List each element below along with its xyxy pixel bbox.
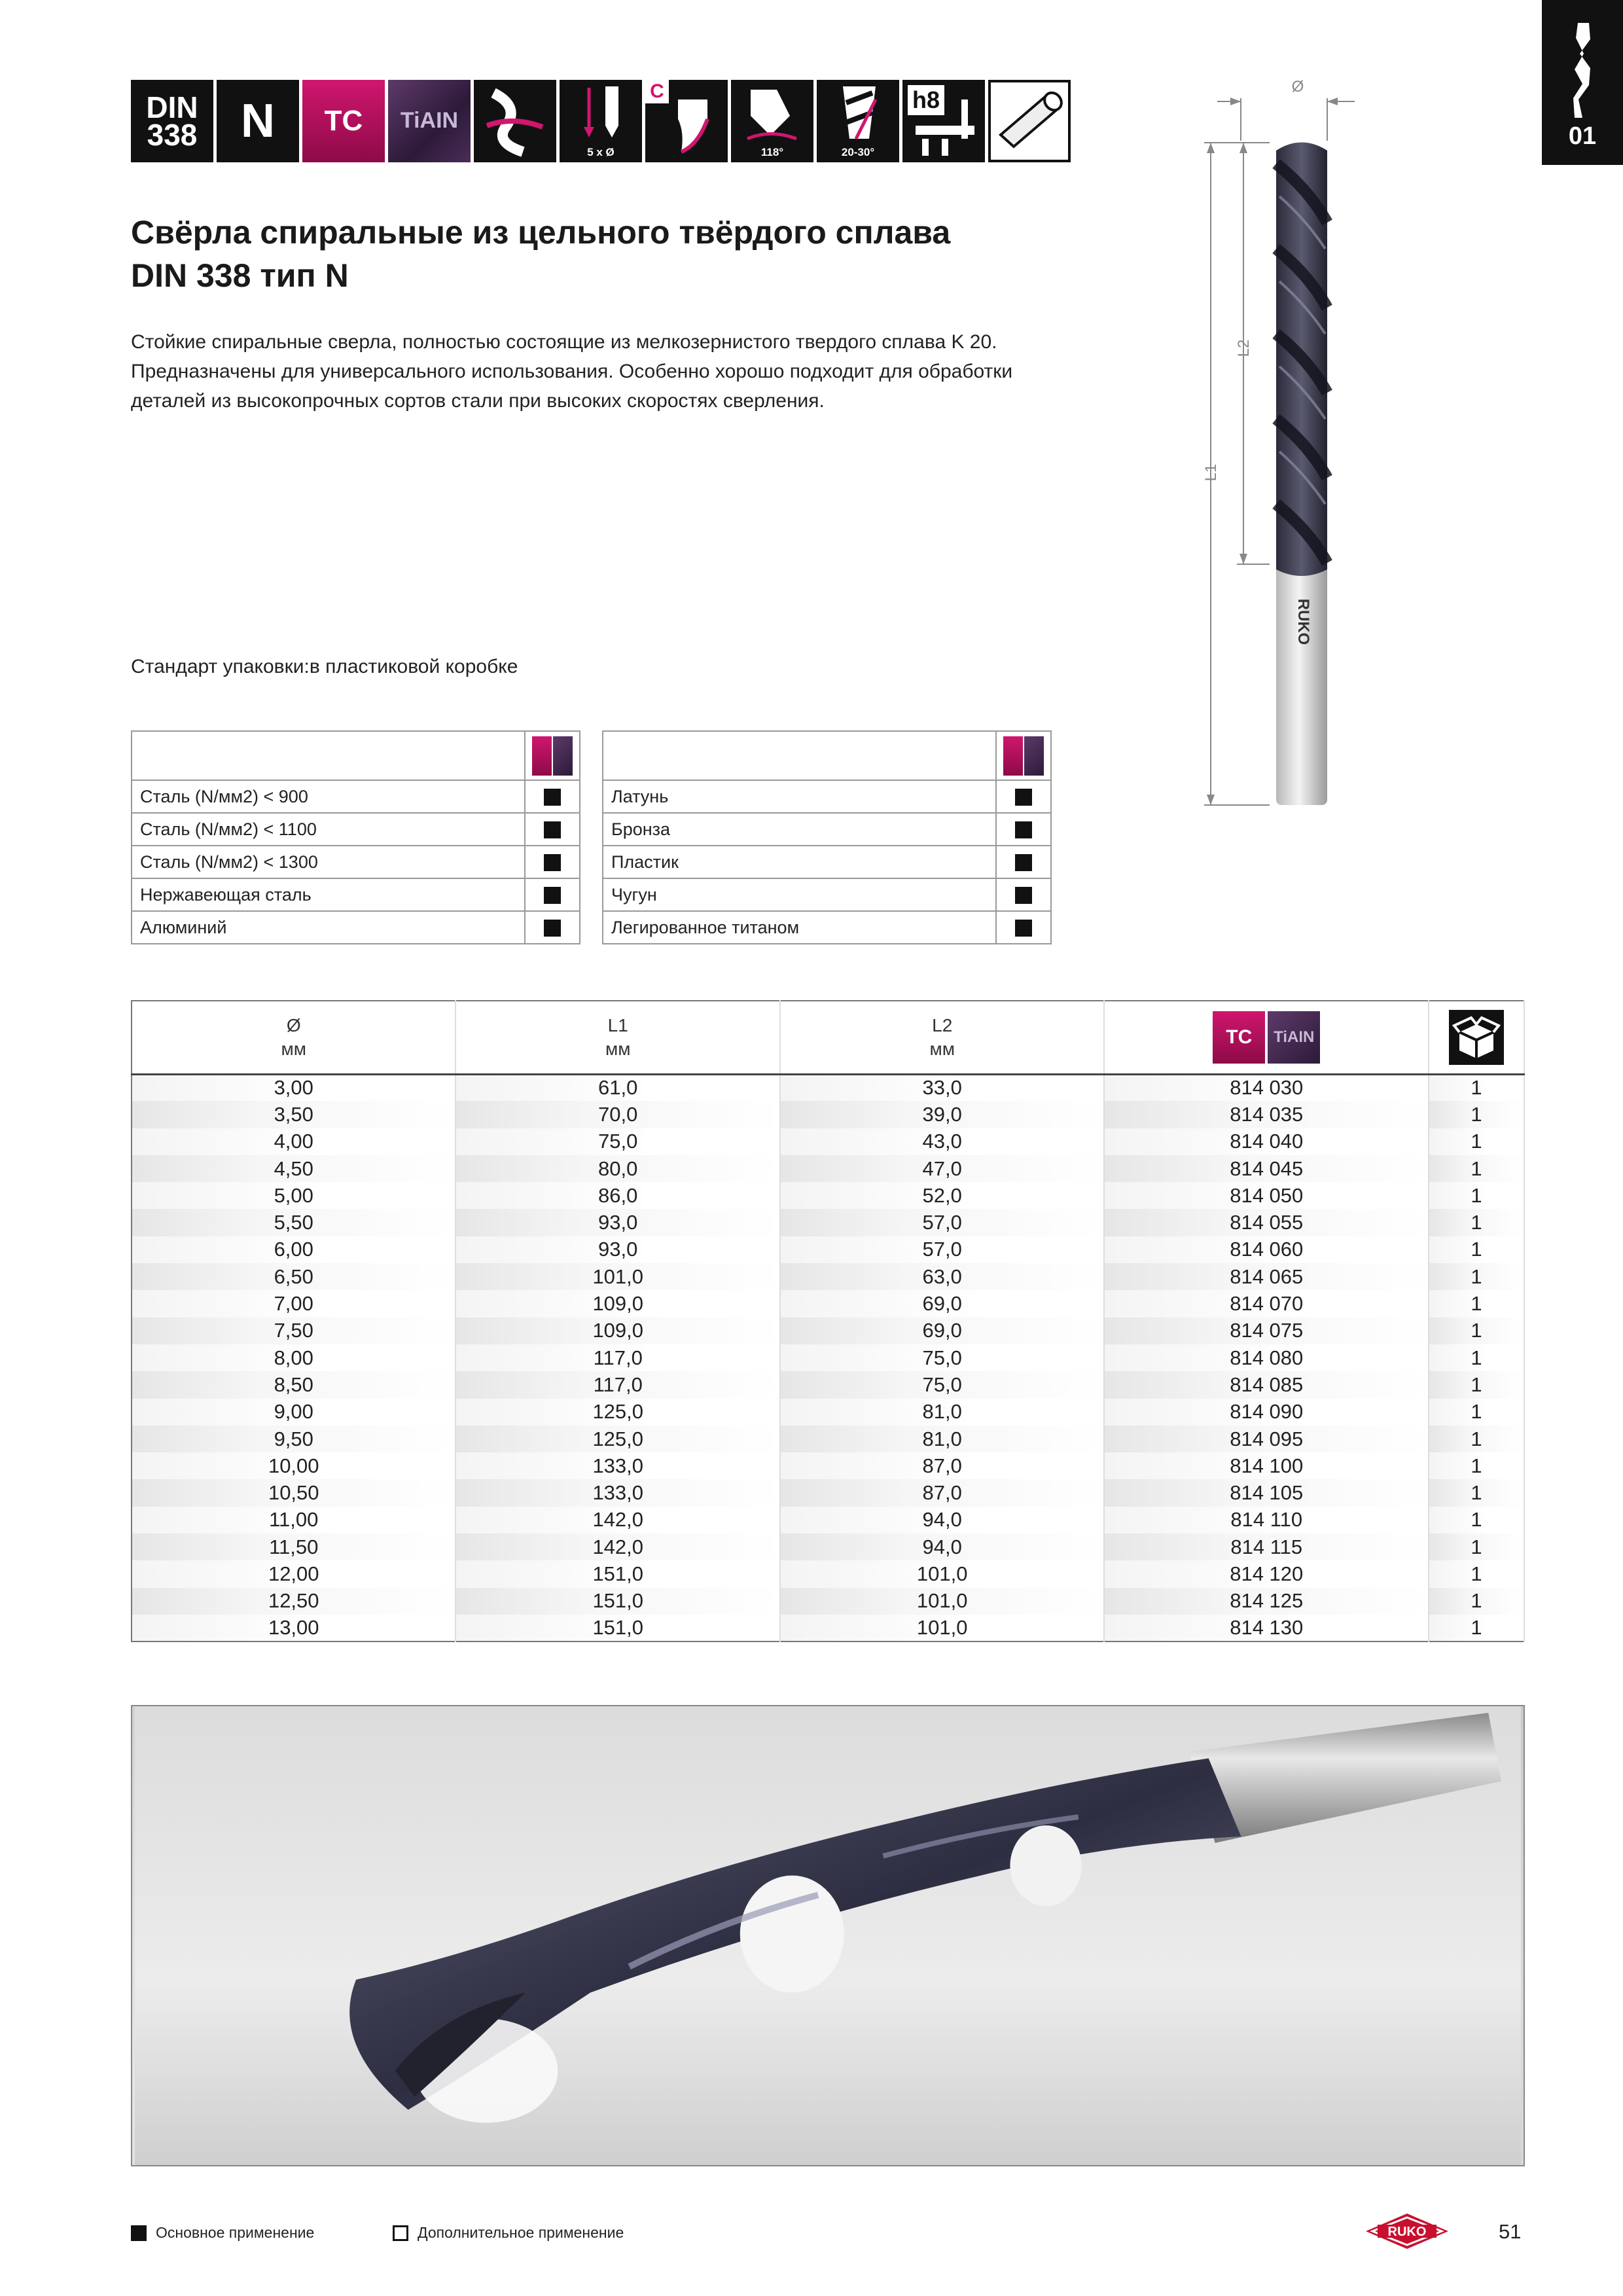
l1-cell: 101,0 (455, 1263, 779, 1290)
table-row (132, 1182, 1524, 1209)
l1-cell: 61,0 (455, 1074, 779, 1101)
l2-cell: 57,0 (780, 1209, 1104, 1236)
table-row (132, 1344, 1524, 1371)
l1-cell: 142,0 (455, 1534, 779, 1560)
l2-cell: 101,0 (780, 1560, 1104, 1587)
article-code-cell: 814 030 (1104, 1074, 1429, 1101)
diameter-cell: 6,50 (132, 1263, 455, 1290)
diameter-cell: 11,50 (132, 1534, 455, 1560)
material-row: Пластик (603, 846, 1051, 878)
diameter-cell: 10,00 (132, 1452, 455, 1479)
l1-label: L1 (1202, 463, 1220, 482)
table-row (132, 1507, 1524, 1534)
l1-cell: 125,0 (455, 1426, 779, 1452)
article-code-cell: 814 090 (1104, 1399, 1429, 1426)
material-row: Алюминий (132, 911, 580, 944)
chapter-tab (1542, 0, 1623, 165)
tc-badge: TC (1213, 1011, 1265, 1064)
l2-cell: 52,0 (780, 1182, 1104, 1209)
l1-cell: 109,0 (455, 1318, 779, 1344)
tc-material-icon: TC (302, 80, 385, 162)
table-row (132, 1588, 1524, 1615)
pack-qty-cell: 1 (1429, 1074, 1524, 1101)
material-tool-icon (525, 731, 580, 780)
pack-qty-cell: 1 (1429, 1426, 1524, 1452)
l2-cell: 101,0 (780, 1615, 1104, 1641)
material-row: Сталь (N/мм2) < 1100 (132, 813, 580, 846)
l1-cell: 93,0 (455, 1236, 779, 1263)
l1-cell: 151,0 (455, 1560, 779, 1587)
material-row: Нержавеющая сталь (132, 878, 580, 911)
main-application-square (131, 2225, 147, 2241)
col-l1: L1 мм (455, 1001, 779, 1074)
article-code-cell: 814 070 (1104, 1290, 1429, 1317)
main-application-mark (1015, 920, 1032, 937)
pack-qty-cell: 1 (1429, 1101, 1524, 1128)
diameter-cell: 4,00 (132, 1128, 455, 1155)
tiain-coating-icon: TiAIN (388, 80, 471, 162)
pack-qty-cell: 1 (1429, 1155, 1524, 1182)
product-photo (131, 1705, 1525, 2166)
legend-extra-application: Дополнительное применение (393, 2224, 624, 2242)
ruko-logo (1364, 2212, 1450, 2250)
pack-qty-cell: 1 (1429, 1479, 1524, 1506)
diameter-cell: 4,50 (132, 1155, 455, 1182)
l1-cell: 86,0 (455, 1182, 779, 1209)
table-row (132, 1399, 1524, 1426)
diameter-cell: 3,00 (132, 1074, 455, 1101)
l1-cell: 142,0 (455, 1507, 779, 1534)
pack-qty-cell: 1 (1429, 1615, 1524, 1641)
l1-cell: 109,0 (455, 1290, 779, 1317)
pack-qty-cell: 1 (1429, 1209, 1524, 1236)
material-row: Легированное титаном (603, 911, 1051, 944)
l2-cell: 33,0 (780, 1074, 1104, 1101)
main-application-mark (1015, 789, 1032, 806)
l2-cell: 47,0 (780, 1155, 1104, 1182)
l2-cell: 69,0 (780, 1290, 1104, 1317)
materials-table-left (131, 730, 580, 944)
pack-qty-cell: 1 (1429, 1399, 1524, 1426)
l2-label: L2 (1235, 339, 1253, 357)
l2-cell: 94,0 (780, 1507, 1104, 1534)
l2-cell: 81,0 (780, 1426, 1104, 1452)
article-code-cell: 814 075 (1104, 1318, 1429, 1344)
article-code-cell: 814 095 (1104, 1426, 1429, 1452)
table-row (132, 1101, 1524, 1128)
diameter-label: Ø (1291, 78, 1304, 96)
diameter-cell: 7,00 (132, 1290, 455, 1317)
table-row (132, 1534, 1524, 1560)
drill-icon (1542, 13, 1623, 124)
main-application-mark (1015, 821, 1032, 838)
l2-cell: 87,0 (780, 1479, 1104, 1506)
table-row (132, 1479, 1524, 1506)
main-application-mark (544, 854, 561, 871)
pack-qty-cell: 1 (1429, 1128, 1524, 1155)
article-code-cell: 814 085 (1104, 1371, 1429, 1398)
diameter-cell: 12,50 (132, 1588, 455, 1615)
table-row (132, 1155, 1524, 1182)
article-code-cell: 814 035 (1104, 1101, 1429, 1128)
l2-cell: 81,0 (780, 1399, 1104, 1426)
l2-cell: 63,0 (780, 1263, 1104, 1290)
article-code-cell: 814 040 (1104, 1128, 1429, 1155)
extra-application-square (393, 2225, 408, 2241)
product-table (131, 1000, 1525, 1642)
table-row (132, 1263, 1524, 1290)
main-application-mark (1015, 887, 1032, 904)
table-row (132, 1209, 1524, 1236)
material-row: Чугун (603, 878, 1051, 911)
diameter-cell: 9,50 (132, 1426, 455, 1452)
table-row (132, 1452, 1524, 1479)
l2-cell: 101,0 (780, 1588, 1104, 1615)
l1-cell: 125,0 (455, 1399, 779, 1426)
svg-text:RUKO: RUKO (1387, 2225, 1427, 2239)
l2-cell: 69,0 (780, 1318, 1104, 1344)
cylindrical-shank-icon (988, 80, 1071, 162)
article-code-cell: 814 120 (1104, 1560, 1429, 1587)
l1-cell: 117,0 (455, 1371, 779, 1398)
pack-qty-cell: 1 (1429, 1371, 1524, 1398)
diameter-cell: 6,00 (132, 1236, 455, 1263)
col-pack (1429, 1001, 1524, 1074)
article-code-cell: 814 125 (1104, 1588, 1429, 1615)
material-tool-icon (996, 731, 1051, 780)
din-338-icon: DIN 338 (131, 80, 213, 162)
table-row (132, 1074, 1524, 1101)
article-code-cell: 814 060 (1104, 1236, 1429, 1263)
feature-icon-strip (131, 80, 1071, 162)
point-angle-icon: 118° (731, 80, 813, 162)
pack-qty-cell: 1 (1429, 1236, 1524, 1263)
shank-brand: RUKO (1294, 598, 1312, 645)
material-row: Сталь (N/мм2) < 1300 (132, 846, 580, 878)
l1-cell: 70,0 (455, 1101, 779, 1128)
l2-cell: 39,0 (780, 1101, 1104, 1128)
l1-cell: 75,0 (455, 1128, 779, 1155)
title-line-2: DIN 338 тип N (131, 257, 349, 294)
pack-qty-cell: 1 (1429, 1534, 1524, 1560)
pack-qty-cell: 1 (1429, 1452, 1524, 1479)
main-application-mark (544, 821, 561, 838)
pack-qty-cell: 1 (1429, 1560, 1524, 1587)
table-row (132, 1128, 1524, 1155)
l2-cell: 94,0 (780, 1534, 1104, 1560)
table-row (132, 1371, 1524, 1398)
diameter-cell: 7,50 (132, 1318, 455, 1344)
diameter-cell: 9,00 (132, 1399, 455, 1426)
material-row: Сталь (N/мм2) < 900 (132, 780, 580, 813)
materials-table-right (602, 730, 1052, 944)
main-application-mark (1015, 854, 1032, 871)
type-n-icon: N (217, 80, 299, 162)
diameter-cell: 11,00 (132, 1507, 455, 1534)
page-title (131, 211, 950, 297)
chapter-number: 01 (1568, 122, 1597, 150)
table-row (132, 1426, 1524, 1452)
main-application-mark (544, 789, 561, 806)
table-row (132, 1290, 1524, 1317)
table-row (132, 1318, 1524, 1344)
box-icon (1449, 1010, 1504, 1065)
title-line-1: Свёрла спиральные из цельного твёрдого сплава (131, 214, 951, 251)
l2-cell: 43,0 (780, 1128, 1104, 1155)
diameter-cell: 5,00 (132, 1182, 455, 1209)
drilling-depth-icon: 5 x Ø (560, 80, 642, 162)
drill-drawing (1178, 65, 1368, 825)
diameter-cell: 10,50 (132, 1479, 455, 1506)
col-l2: L2 мм (780, 1001, 1104, 1074)
page-number: 51 (1499, 2220, 1522, 2243)
col-diameter: Ø мм (132, 1001, 455, 1074)
diameter-cell: 5,50 (132, 1209, 455, 1236)
pack-qty-cell: 1 (1429, 1507, 1524, 1534)
table-row (132, 1615, 1524, 1641)
pack-qty-cell: 1 (1429, 1290, 1524, 1317)
col-article-code (1104, 1001, 1429, 1074)
l1-cell: 133,0 (455, 1479, 779, 1506)
pack-qty-cell: 1 (1429, 1318, 1524, 1344)
l1-cell: 93,0 (455, 1209, 779, 1236)
article-code-cell: 814 065 (1104, 1263, 1429, 1290)
article-code-cell: 814 045 (1104, 1155, 1429, 1182)
article-code-cell: 814 055 (1104, 1209, 1429, 1236)
table-row (132, 1560, 1524, 1587)
l2-cell: 75,0 (780, 1344, 1104, 1371)
article-code-cell: 814 080 (1104, 1344, 1429, 1371)
pack-qty-cell: 1 (1429, 1182, 1524, 1209)
l2-cell: 57,0 (780, 1236, 1104, 1263)
diameter-cell: 8,50 (132, 1371, 455, 1398)
diameter-cell: 3,50 (132, 1101, 455, 1128)
split-point-c-icon: C (645, 80, 728, 162)
article-code-cell: 814 110 (1104, 1507, 1429, 1534)
l2-cell: 75,0 (780, 1371, 1104, 1398)
l1-cell: 80,0 (455, 1155, 779, 1182)
legend-main-application: Основное применение (131, 2224, 314, 2242)
pack-qty-cell: 1 (1429, 1263, 1524, 1290)
article-code-cell: 814 115 (1104, 1534, 1429, 1560)
tolerance-h8-icon: h8 (902, 80, 985, 162)
pack-qty-cell: 1 (1429, 1344, 1524, 1371)
diameter-cell: 8,00 (132, 1344, 455, 1371)
l1-cell: 151,0 (455, 1588, 779, 1615)
material-row: Латунь (603, 780, 1051, 813)
pack-qty-cell: 1 (1429, 1588, 1524, 1615)
main-application-mark (544, 887, 561, 904)
helix-angle-icon: 20-30° (817, 80, 899, 162)
diameter-cell: 12,00 (132, 1560, 455, 1587)
article-code-cell: 814 105 (1104, 1479, 1429, 1506)
article-code-cell: 814 130 (1104, 1615, 1429, 1641)
intro-text: Стойкие спиральные сверла, полностью состоящие из мелкозернистого твердого сплава K 20. Предназначены для универсального использования. Особенно хорошо подходит для обработки деталей из высокопрочных сортов стали при высоких скоростях сверления. (131, 331, 1013, 412)
material-row: Бронза (603, 813, 1051, 846)
article-code-cell: 814 100 (1104, 1452, 1429, 1479)
l1-cell: 117,0 (455, 1344, 779, 1371)
main-application-mark (544, 920, 561, 937)
table-row (132, 1236, 1524, 1263)
l1-cell: 133,0 (455, 1452, 779, 1479)
diameter-cell: 13,00 (132, 1615, 455, 1641)
article-code-cell: 814 050 (1104, 1182, 1429, 1209)
l2-cell: 87,0 (780, 1452, 1104, 1479)
packaging-standard: Стандарт упаковки:в пластиковой коробке (131, 656, 518, 677)
spiral-flute-icon (474, 80, 556, 162)
l1-cell: 151,0 (455, 1615, 779, 1641)
tiain-badge: TiAIN (1268, 1011, 1320, 1064)
